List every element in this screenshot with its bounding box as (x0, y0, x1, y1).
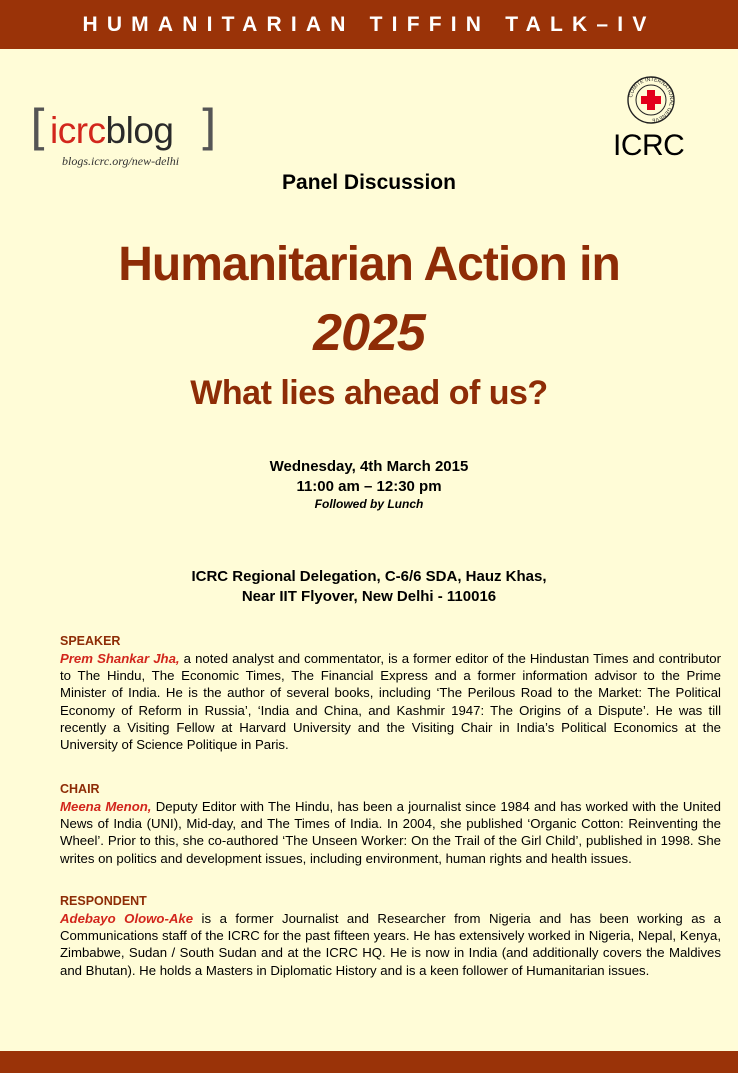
logo-wordmark (50, 110, 174, 152)
event-time: 11:00 am – 12:30 pm (296, 478, 442, 495)
event-date: Wednesday, 4th March 2015 (269, 458, 469, 475)
respondent-bio (60, 910, 721, 979)
icrc-acronym: ICRC (613, 129, 685, 162)
speaker-bio (60, 650, 721, 753)
icrc-logo (606, 75, 696, 165)
logo-word-icrc: icrc (50, 110, 106, 151)
chair-name: Meena Menon, (60, 799, 152, 814)
emblem-ring-text: COMITE INTERNATIONAL GENEVE (628, 76, 675, 124)
respondent-bio-text: is a former Journalist and Researcher from Nigeria and has been working as a Communications staff of the ICRC for the past fifteen years. He has extensively worked in Nigeria, Nepal, Kenya, Zimbabwe, Sudan / South Sudan and at the ICRC HQ. He is now in India (and additionally covers the Maldives and Bhutan). He holds a Masters in Diplomatic History and is a keen follower of Humanitarian issues. (60, 911, 721, 978)
blog-url: blogs.icrc.org/new-delhi (62, 154, 180, 168)
chair-bio (60, 798, 721, 867)
logo-bracket-close: ] (198, 100, 217, 156)
speaker-section (60, 633, 721, 753)
respondent-name: Adebayo Olowo-Ake (60, 911, 194, 926)
event-note: Followed by Lunch (314, 497, 424, 511)
logo-word-blog: blog (105, 110, 174, 151)
logo-bracket-open: [ (30, 100, 49, 156)
event-subtitle: What lies ahead of us? (190, 374, 548, 412)
speaker-name: Prem Shankar Jha, (60, 651, 180, 666)
speaker-heading: SPEAKER (60, 634, 121, 648)
venue-line2: Near IIT Flyover, New Delhi - 110016 (241, 588, 497, 605)
event-title-line1: Humanitarian Action in (118, 238, 620, 291)
respondent-heading: RESPONDENT (60, 894, 147, 908)
red-cross-emblem-icon (626, 75, 676, 125)
icrcblog-logo (30, 102, 220, 172)
banner-title: HUMANITARIAN TIFFIN TALK–IV (0, 0, 738, 49)
chair-bio-text: Deputy Editor with The Hindu, has been a journalist since 1984 and has worked with the United News of India (UNI), Mid-day, and The Times of India. In 2004, she published ‘Organic Cotton: Reinventing the Wheel’. Prior to this, she co-authored ‘The Unseen Worker: On the Trail of the Girl Child’, published in 1998. She writes on politics and development issues, including environment, human rights and health issues. (60, 799, 722, 866)
respondent-section (60, 893, 721, 979)
footer-bar (0, 1051, 738, 1073)
chair-section (60, 781, 721, 867)
speaker-bio-text: a noted analyst and commentator, is a former editor of the Hindustan Times and contributor to The Hindu, The Economic Times, The Financial Express and a former information advisor to the Prime Minister of India. He is the author of several books, including ‘The Perilous Road to the Market: The Political Economy of Reform in Russia’, ‘India and China, and Kashmir 1947: The Origins of a Dispute’. He was till recently a Visiting Fellow at Harvard University and the Visiting Chair in India’s Political Economics at the University of Science Politique in Paris. (60, 651, 721, 753)
chair-heading: CHAIR (60, 782, 100, 796)
venue-line1: ICRC Regional Delegation, C-6/6 SDA, Hauz Khas, (191, 568, 547, 585)
event-title-year: 2025 (313, 304, 425, 362)
event-format: Panel Discussion (282, 171, 456, 194)
